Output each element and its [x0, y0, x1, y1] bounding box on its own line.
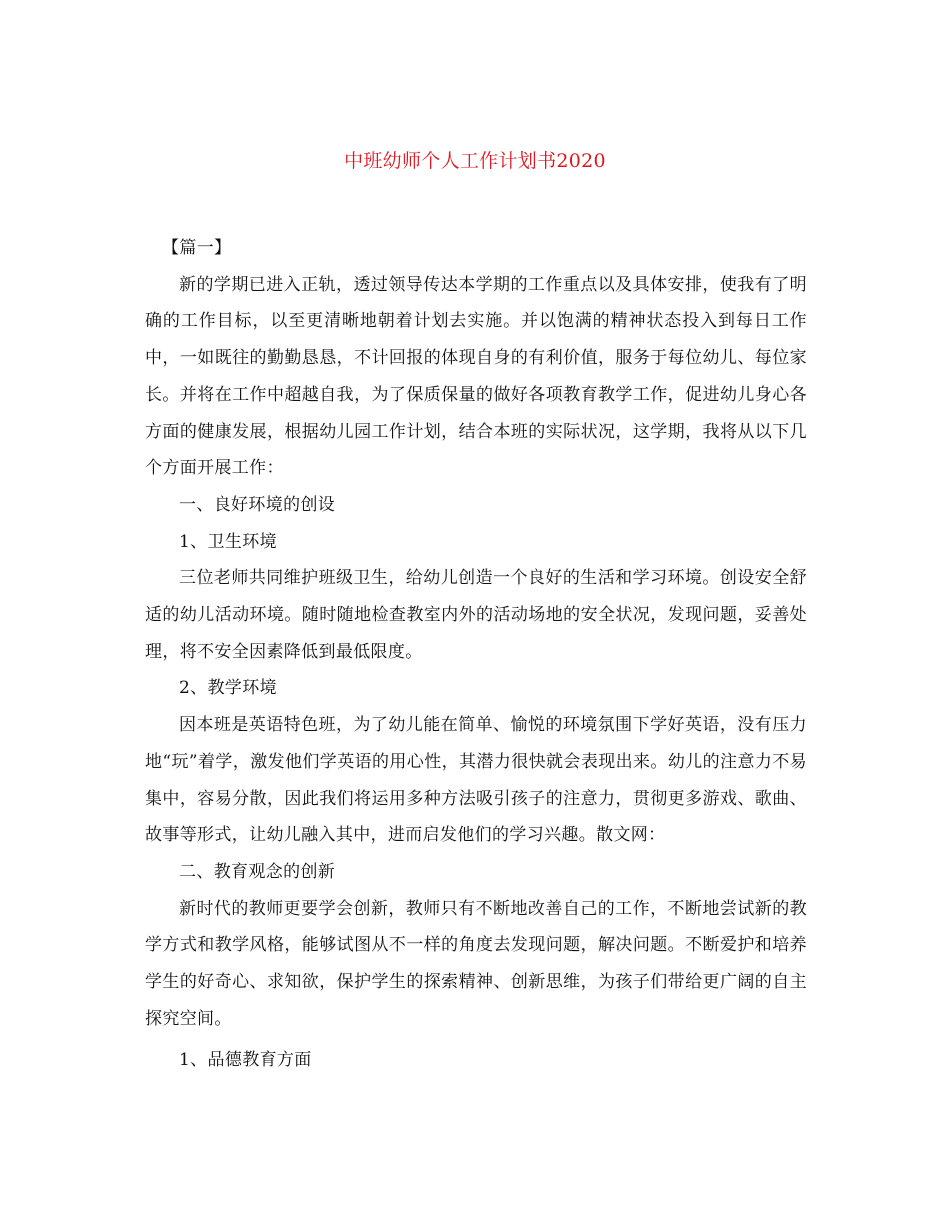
subheading-hygiene-environment: 1、卫生环境 — [179, 531, 277, 552]
paragraph-innovation: 新时代的教师更要学会创新，教师只有不断地改善自己的工作，不断地尝试新的教学方式和教学风格，能够试图从不一样的角度去发现问题，解决问题。不断爱护和培养学生的好奇心、求知欲，保护学生的探索精神、创新思维，为孩子们带给更广阔的自主探究空间。 — [145, 898, 807, 1029]
document-body — [145, 230, 807, 1079]
subheading-teaching-environment: 2、教学环境 — [179, 678, 277, 699]
paragraph-introduction: 新的学期已进入正轨，透过领导传达本学期的工作重点以及具体安排，使我有了明确的工作目标，以至更清晰地朝着计划去实施。并以饱满的精神状态投入到每日工作中，一如既往的勤勤恳恳，不计回报的体现自身的有利价值，服务于每位幼儿、每位家长。并将在工作中超越自我，为了保质保量的做好各项教育教学工作，促进幼儿身心各方面的健康发展，根据幼儿园工作计划，结合本班的实际状况，这学期，我将从以下几个方面开展工作： — [145, 274, 807, 479]
paragraph-hygiene: 三位老师共同维护班级卫生，给幼儿创造一个良好的生活和学习环境。创设安全舒适的幼儿活动环境。随时随地检查教室内外的活动场地的安全状况，发现问题，妥善处理，将不安全因素降低到最低限度。 — [145, 568, 807, 662]
subheading-moral-education: 1、品德教育方面 — [179, 1050, 312, 1071]
paragraph-teaching: 因本班是英语特色班，为了幼儿能在简单、愉悦的环境氛围下学好英语，没有压力地“玩”着学，激发他们学英语的用心性，其潜力很快就会表现出来。幼儿的注意力不易集中，容易分散，因此我们将运用多种方法吸引孩子的注意力，贯彻更多游戏、歌曲、故事等形式，让幼儿融入其中，进而启发他们的学习兴趣。散文网： — [145, 715, 807, 846]
section-heading-part-one: 【篇一】 — [162, 238, 232, 258]
section-heading-environment: 一、良好环境的创设 — [179, 494, 336, 515]
section-heading-innovation: 二、教育观念的创新 — [179, 861, 336, 882]
document-title: 中班幼师个人工作计划书2020 — [344, 150, 606, 172]
